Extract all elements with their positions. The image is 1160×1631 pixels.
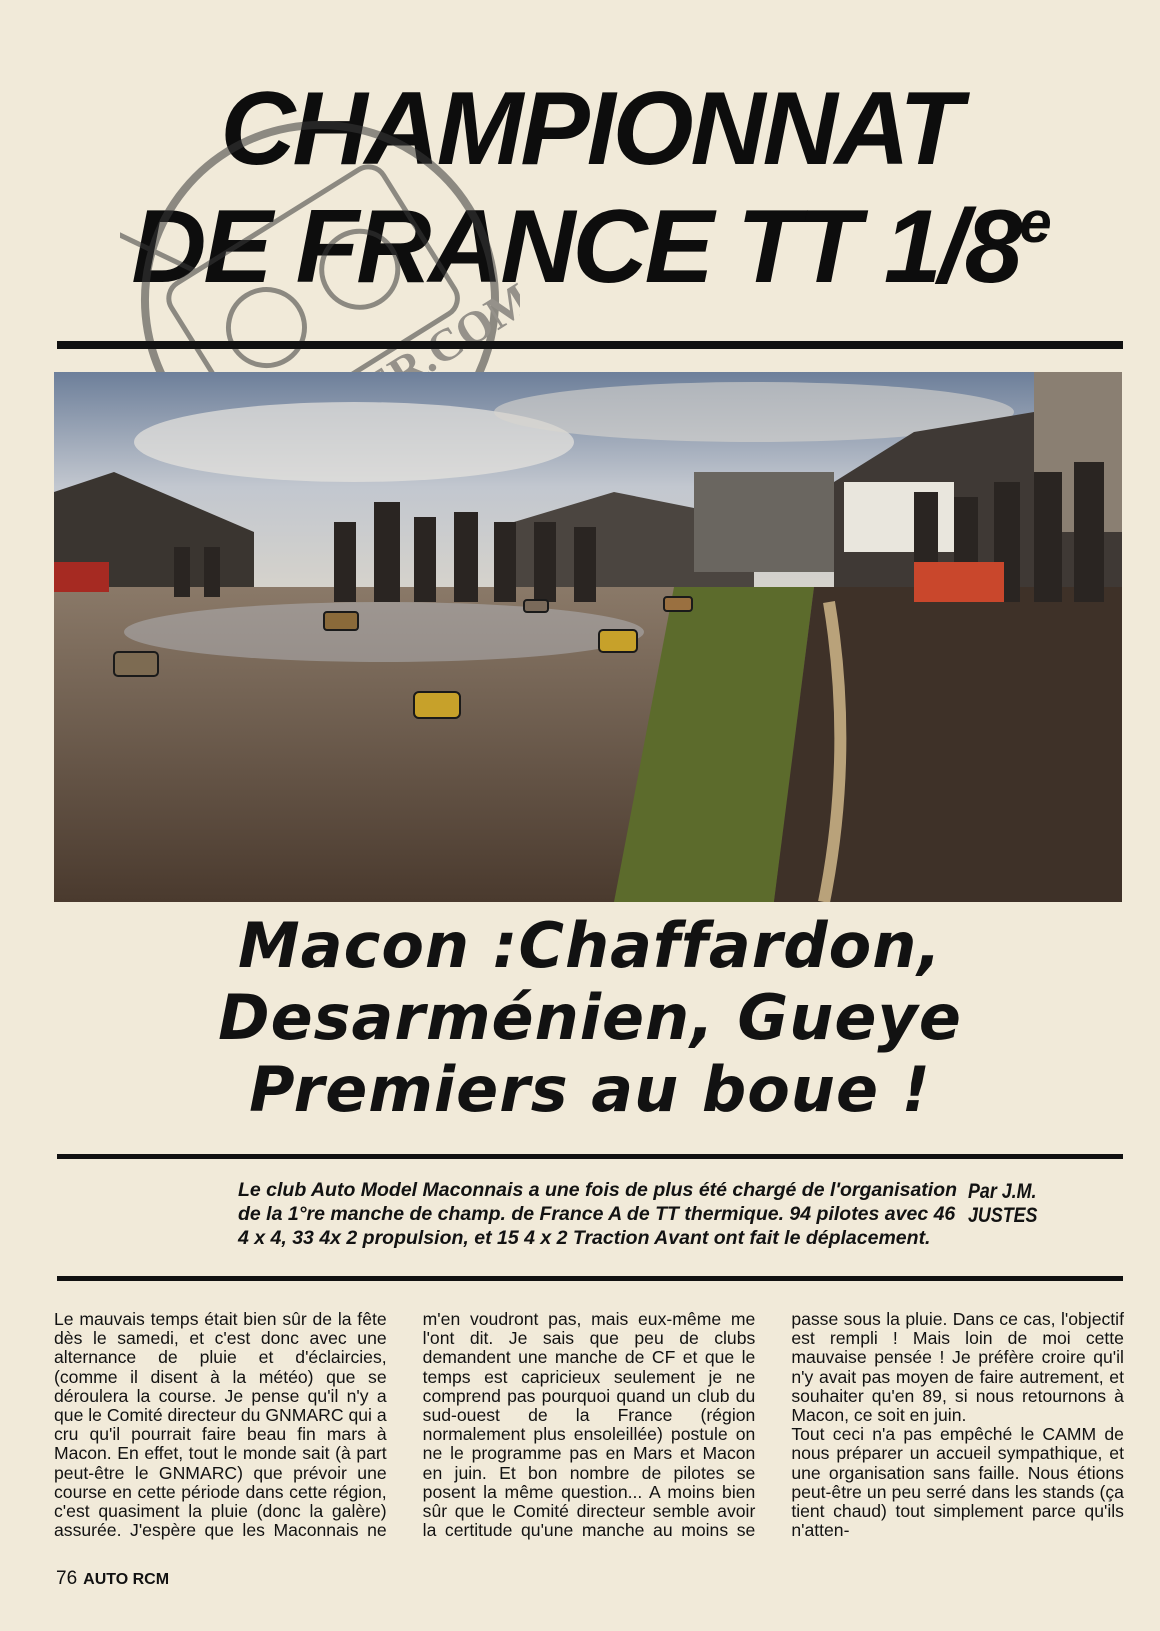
page-number: 76 <box>56 1568 78 1589</box>
body-paragraph-1: Le mauvais temps était bien sûr de la fête dès le samedi, et c'est donc avec une alternance de pluie et d'éclaircies, (comme il disent à la météo) que se déroulera la course. Je pense qu'il n'y a que le Comité directeur du GNMARC qui a cru qu'il pourrait faire beau fin mars à Macon. En effet, tout le monde sait (à part peut-être le GNMARC) que prévoir une course en cette période dans cette région, c'est quasiment la pluie (donc la galère) assurée. J'espère que les Maconnais ne m'en voudront pas, mais eux-même me l'ont dit. Je sais que peu de clubs demandent une manche de CF et que le temps est capricieux seulement je ne comprend pas pourquoi quand un club du sud-ouest de la France (région normalement plus ensoleillée) postule on ne le programme pas en Mars et Macon en juin. Et bon nombre de pilotes se posent la même question... A moins bien sûr que le Comité directeur semble avoir la certitude qu'une manche au moins se passe sous la pluie. Dans ce cas, l'objectif est rempli ! Mais loin de moi cette mauvaise pensée ! Je préfère croire qu'il n'y avait pas moyen de faire autrement, et souhaiter qu'en 89, si nous retournons à Macon, ce soit en juin. <box>54 1310 1124 1541</box>
headline-rule <box>57 341 1123 349</box>
subtitle-rule <box>57 1154 1123 1159</box>
page-footer <box>56 1568 169 1590</box>
headline-superscript: e <box>1019 190 1049 255</box>
headline-line-1: CHAMPIONNAT <box>220 71 960 187</box>
race-track-photo <box>54 372 1122 902</box>
headline-line-2-text: DE FRANCE TT 1/8 <box>131 189 1020 305</box>
article-body <box>54 1310 1124 1560</box>
magazine-name: AUTO RCM <box>83 1571 170 1588</box>
subtitle <box>60 910 1120 1126</box>
subtitle-line-1: Macon :Chaffardon, <box>238 909 942 982</box>
author-byline: Par J.M. JUSTES <box>968 1180 1038 1227</box>
intro-rule <box>57 1276 1123 1281</box>
intro-paragraph: Le club Auto Model Maconnais a une fois de plus été chargé de l'organisation de la 1°re manche de champ. de France A de TT thermique. 94 pilotes avec 46 4 x 4, 33 4x 2 propulsion, et 15 4 x 2 Traction Avant ont fait le déplacement. <box>238 1179 958 1249</box>
subtitle-line-3: Premiers au boue ! <box>249 1053 931 1126</box>
subtitle-line-2: Desarménien, Gueye <box>218 981 962 1054</box>
body-paragraph-2: Tout ceci n'a pas empêché le CAMM de nous préparer un accueil sympathique, et une organisation sans faille. Nous étions peut-être un peu serré dans les stands (ça tient chaud) tout simplement parce qu'ils n'atten- <box>791 1424 1124 1541</box>
headline <box>50 70 1130 306</box>
headline-line-2 <box>50 188 1130 306</box>
